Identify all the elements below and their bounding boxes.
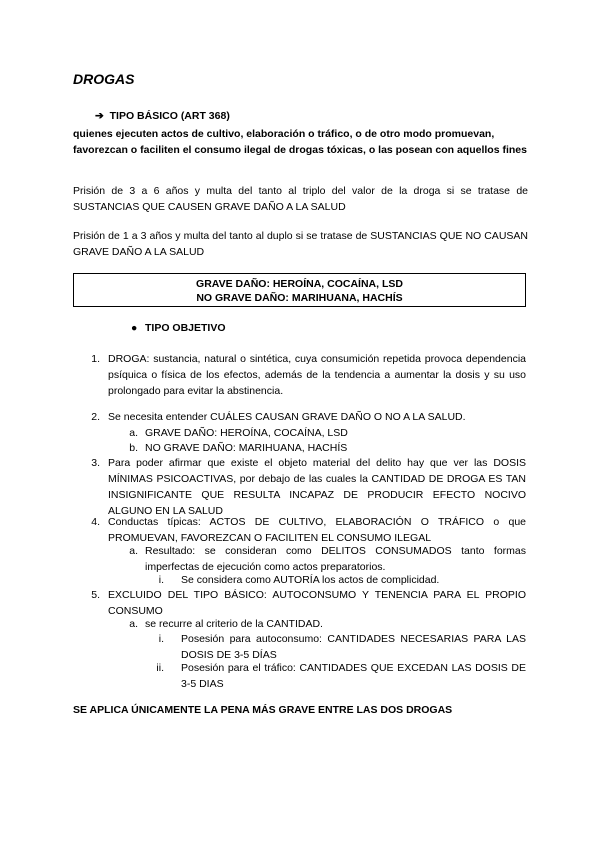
list-item-number: 5. bbox=[91, 589, 100, 601]
summary-box-line1: GRAVE DAÑO: HEROÍNA, COCAÍNA, LSD bbox=[196, 278, 403, 290]
list-subsubitem-numeral: i. bbox=[158, 574, 164, 586]
list-subitem-letter: a. bbox=[129, 618, 138, 630]
list-subitem-text: se recurre al criterio de la CANTIDAD. bbox=[145, 618, 323, 630]
list-item-text: EXCLUIDO DEL TIPO BÁSICO: AUTOCONSUMO Y TENENCIA PARA EL PROPIO CONSUMO bbox=[108, 589, 526, 617]
list-subsubitem-numeral: i. bbox=[158, 633, 164, 645]
arrow-item-label: TIPO BÁSICO (ART 368) bbox=[109, 110, 230, 122]
list-subsubitem-numeral: ii. bbox=[156, 662, 164, 674]
list-subitem-text: Resultado: se consideran como DELITOS CONSUMADOS tanto formas imperfectas de ejecución como actos preparatorios. bbox=[145, 545, 526, 573]
penalty-no-grave-paragraph: Prisión de 1 a 3 años y multa del tanto al duplo si se tratase de SUSTANCIAS QUE NO CAUSAN GRAVE DAÑO A LA SALUD bbox=[73, 230, 528, 258]
list-item-text: Se necesita entender CUÁLES CAUSAN GRAVE DAÑO O NO A LA SALUD. bbox=[108, 411, 466, 423]
list-subitem-letter: a. bbox=[129, 545, 138, 557]
list-item-number: 1. bbox=[91, 353, 100, 365]
list-item-text: Para poder afirmar que existe el objeto material del delito hay que ver las DOSIS MÍNIMAS PSICOACTIVAS, por debajo de las cuales la CANTIDAD DE DROGA ES TAN INSIGNIFICANTE QUE RESULTA INCAPAZ DE PRODUCIR EFECTO NOCIVO ALGUNO EN LA SALUD bbox=[108, 457, 526, 517]
list-item-number: 2. bbox=[91, 411, 100, 423]
list-subsubitem-text: Posesión para autoconsumo: CANTIDADES NECESARIAS PARA LAS DOSIS DE 3-5 DÍAS bbox=[181, 633, 526, 661]
list-item-number: 3. bbox=[91, 457, 100, 469]
list-subitem-letter: a. bbox=[129, 427, 138, 439]
arrow-list-item bbox=[95, 110, 230, 122]
bullet-dot-icon: ● bbox=[131, 322, 138, 334]
list-item-text: DROGA: sustancia, natural o sintética, cuya consumición repetida provoca dependencia psíquica o física de los efectos, además de la tendencia a aumentar la dosis y su uso prolongado para evitar la abstinencia. bbox=[108, 353, 526, 397]
page-title: DROGAS bbox=[73, 71, 135, 87]
list-subsubitem-text: Posesión para el tráfico: CANTIDADES QUE EXCEDAN LAS DOSIS DE 3-5 DIAS bbox=[181, 662, 526, 690]
list-item-text: Conductas típicas: ACTOS DE CULTIVO, ELABORACIÓN O TRÁFICO o que PROMUEVAN, FAVOREZCAN O FACILITEN EL CONSUMO ILEGAL bbox=[108, 516, 526, 544]
bullet-heading bbox=[131, 322, 226, 334]
list-subitem-text: NO GRAVE DAÑO: MARIHUANA, HACHÍS bbox=[145, 442, 348, 454]
list-subsubitem-text: Se considera como AUTORÍA los actos de complicidad. bbox=[181, 574, 440, 586]
summary-box bbox=[73, 273, 526, 307]
list-subitem-letter: b. bbox=[129, 442, 138, 454]
basic-description: quienes ejecuten actos de cultivo, elaboración o tráfico, o de otro modo promuevan, favorezcan o faciliten el consumo ilegal de drogas tóxicas, o las posean con aquellos fines bbox=[73, 128, 527, 156]
arrow-icon: ➔ bbox=[95, 110, 110, 122]
penalty-grave-paragraph: Prisión de 3 a 6 años y multa del tanto al triplo del valor de la droga si se tratase de SUSTANCIAS QUE CAUSEN GRAVE DAÑO A LA SALUD bbox=[73, 185, 528, 213]
summary-box-line2: NO GRAVE DAÑO: MARIHUANA, HACHÍS bbox=[196, 292, 403, 304]
list-subitem-text: GRAVE DAÑO: HEROÍNA, COCAÍNA, LSD bbox=[145, 427, 348, 439]
final-note: SE APLICA ÚNICAMENTE LA PENA MÁS GRAVE ENTRE LAS DOS DROGAS bbox=[73, 704, 453, 716]
list-item-number: 4. bbox=[91, 516, 100, 528]
bullet-heading-label: TIPO OBJETIVO bbox=[145, 322, 226, 334]
